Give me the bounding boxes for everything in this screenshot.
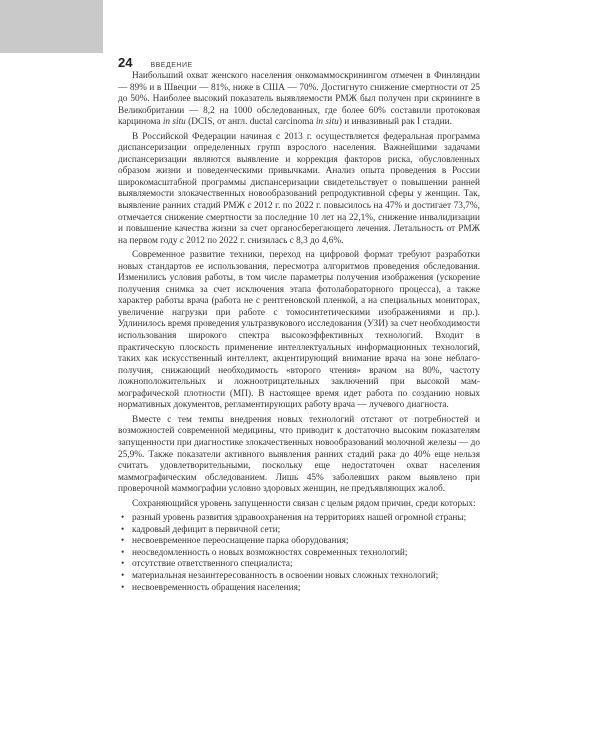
page-body [118,71,480,594]
list-item: • неосведомленность о новых возможностях современных технологий; [121,547,408,558]
list-item: • кадровый дефицит в первичной сети; [121,524,281,535]
bullet-icon: • [121,582,125,593]
page-corner-tab [0,0,103,53]
bullet-icon: • [121,536,125,547]
paragraph: В Российской Федерации начиная с 2013 г. осуществляется федеральная программа диспансеризации определенных групп взрослого населения. Важнейшими задачами диспансеризации являются выявление и коррекция факторов риска, обусловленных образом жизни и поведенческими привычками. Анализ опыта проведения в России широкомасштабной программы диспансеризации свидетельствует о повышении ранней выявляемости злокачественных новообразований репродуктивной сферы у женщин. Так, выявление ранних стадий РМЖ с 2012 г. по 2022 г. повысилось на 47% и достигает 73,7%, отмечается снижение смертности за последние 10 лет на 22,1%, снижение инвалидизации и повышение качества жизни за счет органосберегающего лечения. Летальность от РМЖ на первом году с 2012 по 2022 г. снизилась с 8,3 до 4,6%. [118,131,480,246]
running-head: ВВЕДЕНИЕ [150,62,193,69]
list-item: • отсутствие ответственного специалиста; [121,559,293,570]
bullet-icon: • [121,570,125,581]
page-header [118,55,193,70]
paragraph: Современное развитие техники, переход на цифровой формат требуют разработки новых стандартов ее использования, пересмотра алгоритмов проведения обследования. Изменились условия работы, в том числе параметры получения изображения (ускорение получения снимка за счет исключения этапа фотолабораторного процесса), а также характер работы врача (работа не с рентгеновской пленкой, а на специальных мониторах, увеличение нагрузки при работе с томосинтетическими изображениями и пр.). Удлинилось время проведения ультразвукового исследования (УЗИ) за счет необходимости использования широкого спектра высокоэффективных технологий. Входит в практическую плоскость применение интеллектуальных информационных технологий, таких как искусственный интеллект, акцентирующий внимание врача на зоне неблагополучия, снижающий необходимость «второго чтения» врачом на 80%, частоту ложноположительных и ложноотрицательных заключений при высокой маммографической плотности (МП). В настоящее время идет работа по созданию новых нормативных документов, регламентирующих работу врача — лучевого диагноста. [118,250,481,411]
list-item: • разный уровень развития здравоохранения на территориях нашей огромной страны; [121,513,467,524]
bullet-icon: • [121,513,125,524]
list-item: • несвоевременное переоснащение парка оборудования; [121,536,349,547]
bullet-icon: • [121,559,125,570]
bullet-icon: • [121,547,125,558]
paragraph: Вместе с тем темпы внедрения новых технологий отстают от потребностей и возможностей современной медицины, что приводит к достаточно высоким показателям запущенности при диагностике злокачественных новообразований молочной железы — до 25,9%. Также показатели активного выявления ранних стадий рака до 40% еще нельзя считать удовлетворительными, поскольку еще недостаточен охват населения маммографическим обследованием. Лишь 45% заболевших раком выявлено при проверочной маммографии условно здоровых женщин, не предъявляющих жалоб. [118,414,480,495]
italic-term: in situ [315,117,339,128]
italic-term: in situ [162,117,186,128]
paragraph: Наибольший охват женского населения онкомаммоскринингом отмечен в Финляндии — 89% и в Швеции — 81%, ниже в США — 70%. Достигнуто снижение смертности от 25 до 50%. Наиболее высокий показатель выявляемости РМЖ был получен при скрининге в Великобритании — 8,2 на 1000 обследованных, где более 60% составили протоковая карцинома in situ (DCIS, от англ. ductal carcinoma in situ) и инвазивный рак I стадии. [118,71,480,128]
page-number: 24 [118,55,133,70]
bullet-icon: • [121,524,125,535]
list-item: • несвоевременность обращения населения; [121,582,301,593]
paragraph: Сохраняющийся уровень запущенности связан с целым рядом причин, среди которых: [132,498,476,509]
list-item: • материальная незаинтересованность в освоении новых сложных технологий; [121,570,439,581]
bullet-list [118,513,480,594]
